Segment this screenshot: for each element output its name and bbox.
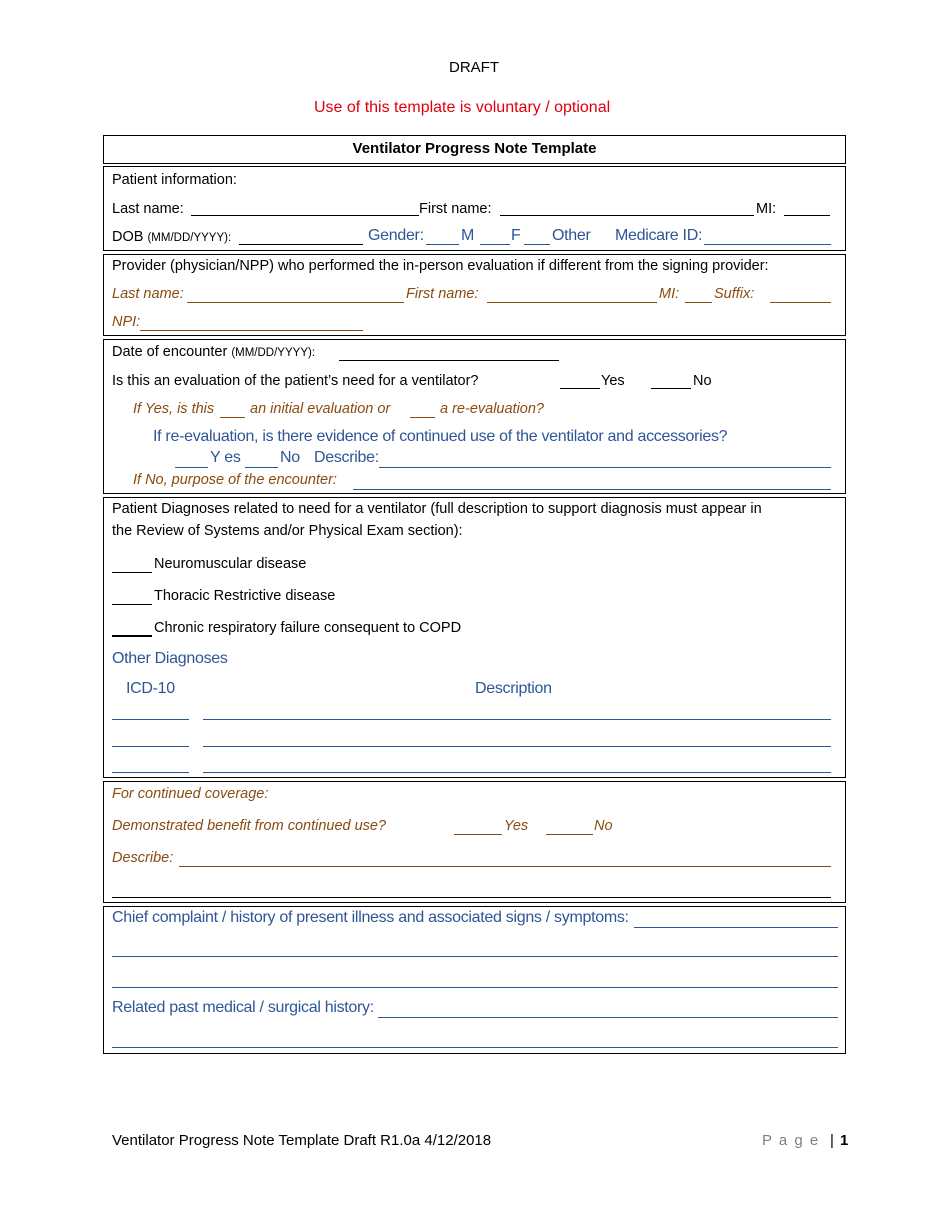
re-eval-yes-field[interactable] [175,467,208,468]
mi-field[interactable] [784,215,830,216]
icd10-field-2[interactable] [112,746,189,747]
page-label: P a g e [762,1132,820,1149]
benefit-no-field[interactable] [546,834,593,835]
gender-f-label: F [511,227,521,244]
encounter-date-text: Date of encounter [112,344,228,360]
gender-m-field[interactable] [426,244,459,245]
if-yes-text-a: If Yes, is this [133,401,215,417]
benefit-yes-label: Yes [504,818,529,834]
first-name-label: First name: [419,201,492,217]
page-title: Ventilator Progress Note Template [352,140,597,157]
dob-text: DOB [112,229,144,245]
provider-first-name-field[interactable] [487,302,657,303]
encounter-date-format: (MM/DD/YYYY): [231,347,316,359]
thoracic-check[interactable] [112,604,152,605]
provider-suffix-label: Suffix: [714,286,755,302]
footer-doc-label: Ventilator Progress Note Template Draft R1.0a 4/12/2018 [112,1132,492,1149]
patient-info-section [103,166,846,251]
provider-last-name-label: Last name: [112,286,184,302]
page-separator: | [829,1132,834,1149]
icd10-column-header: ICD-10 [126,680,175,697]
coverage-section [103,781,846,903]
re-eval-describe-field[interactable] [379,467,831,468]
description-column-header: Description [475,680,552,697]
gender-m-label: M [461,227,475,244]
history-section [103,906,846,1054]
ventilator-need-question: Is this an evaluation of the patient’s need for a ventilator? [112,373,479,389]
npi-label: NPI: [112,314,141,330]
re-eval-yes-label: Y es [210,449,241,466]
npi-field[interactable] [140,330,363,331]
provider-suffix-field[interactable] [770,302,831,303]
coverage-describe-field-1[interactable] [179,866,831,867]
coverage-describe-label: Describe: [112,850,174,866]
diagnoses-section [103,497,846,778]
footer-page-number [762,1132,848,1149]
medicare-id-field[interactable] [704,244,831,245]
provider-last-name-field[interactable] [187,302,404,303]
chief-complaint-field-1[interactable] [634,927,838,928]
copd-check[interactable] [112,635,152,637]
page-number: 1 [840,1132,849,1149]
provider-mi-field[interactable] [685,302,712,303]
re-eval-no-field[interactable] [245,467,278,468]
neuromuscular-check[interactable] [112,572,152,573]
chief-complaint-field-3[interactable] [112,987,838,988]
draft-label: DRAFT [449,59,499,76]
icd10-field-3[interactable] [112,772,189,773]
past-history-field-2[interactable] [112,1047,838,1048]
ventilator-need-yes-label: Yes [601,373,625,389]
dob-label [112,229,231,245]
if-no-label: If No, purpose of the encounter: [133,472,337,488]
if-no-field[interactable] [353,489,831,490]
benefit-yes-field[interactable] [454,834,502,835]
gender-f-field[interactable] [480,244,510,245]
diagnoses-heading-2: the Review of Systems and/or Physical Exam section): [112,523,463,539]
description-field-2[interactable] [203,746,831,747]
gender-other-label: Other [552,227,591,244]
mi-label: MI: [756,201,777,217]
provider-heading: Provider (physician/NPP) who performed the in-person evaluation if different from the signing provider: [112,258,769,274]
encounter-date-field[interactable] [339,360,559,361]
gender-label: Gender: [368,227,424,244]
past-history-label: Related past medical / surgical history: [112,999,374,1016]
re-eval-field[interactable] [410,417,435,418]
if-yes-text-b: an initial evaluation or [250,401,391,417]
re-eval-no-label: No [280,449,300,466]
coverage-describe-field-2[interactable] [112,897,831,898]
initial-eval-field[interactable] [220,417,245,418]
encounter-date-label [112,344,315,360]
copd-label: Chronic respiratory failure consequent to COPD [154,620,462,636]
other-diagnoses-heading: Other Diagnoses [112,650,228,667]
provider-mi-label: MI: [659,286,680,302]
last-name-field[interactable] [191,215,419,216]
chief-complaint-label: Chief complaint / history of present illness and associated signs / symptoms: [112,909,629,926]
thoracic-label: Thoracic Restrictive disease [154,588,336,604]
provider-first-name-label: First name: [406,286,479,302]
diagnoses-heading-1: Patient Diagnoses related to need for a ventilator (full description to support diagnosis must appear in [112,501,762,517]
gender-other-field[interactable] [524,244,550,245]
last-name-label: Last name: [112,201,184,217]
benefit-question: Demonstrated benefit from continued use? [112,818,387,834]
patient-info-heading: Patient information: [112,172,237,188]
re-eval-describe-label: Describe: [314,449,379,466]
ventilator-need-yes-field[interactable] [560,388,600,389]
title-box [103,135,846,164]
neuromuscular-label: Neuromuscular disease [154,556,307,572]
dob-format: (MM/DD/YYYY): [147,232,232,244]
description-field-3[interactable] [203,772,831,773]
provider-section [103,254,846,336]
dob-field[interactable] [239,244,363,245]
first-name-field[interactable] [500,215,754,216]
chief-complaint-field-2[interactable] [112,956,838,957]
coverage-heading: For continued coverage: [112,786,269,802]
description-field-1[interactable] [203,719,831,720]
if-yes-text-c: a re-evaluation? [440,401,544,417]
medicare-id-label: Medicare ID: [615,227,703,244]
ventilator-need-no-field[interactable] [651,388,691,389]
encounter-section [103,339,846,494]
ventilator-need-no-label: No [693,373,712,389]
icd10-field-1[interactable] [112,719,189,720]
benefit-no-label: No [594,818,613,834]
voluntary-notice: Use of this template is voluntary / optional [314,99,611,116]
re-eval-question: If re-evaluation, is there evidence of continued use of the ventilator and accessories? [153,428,728,445]
past-history-field-1[interactable] [378,1017,838,1018]
